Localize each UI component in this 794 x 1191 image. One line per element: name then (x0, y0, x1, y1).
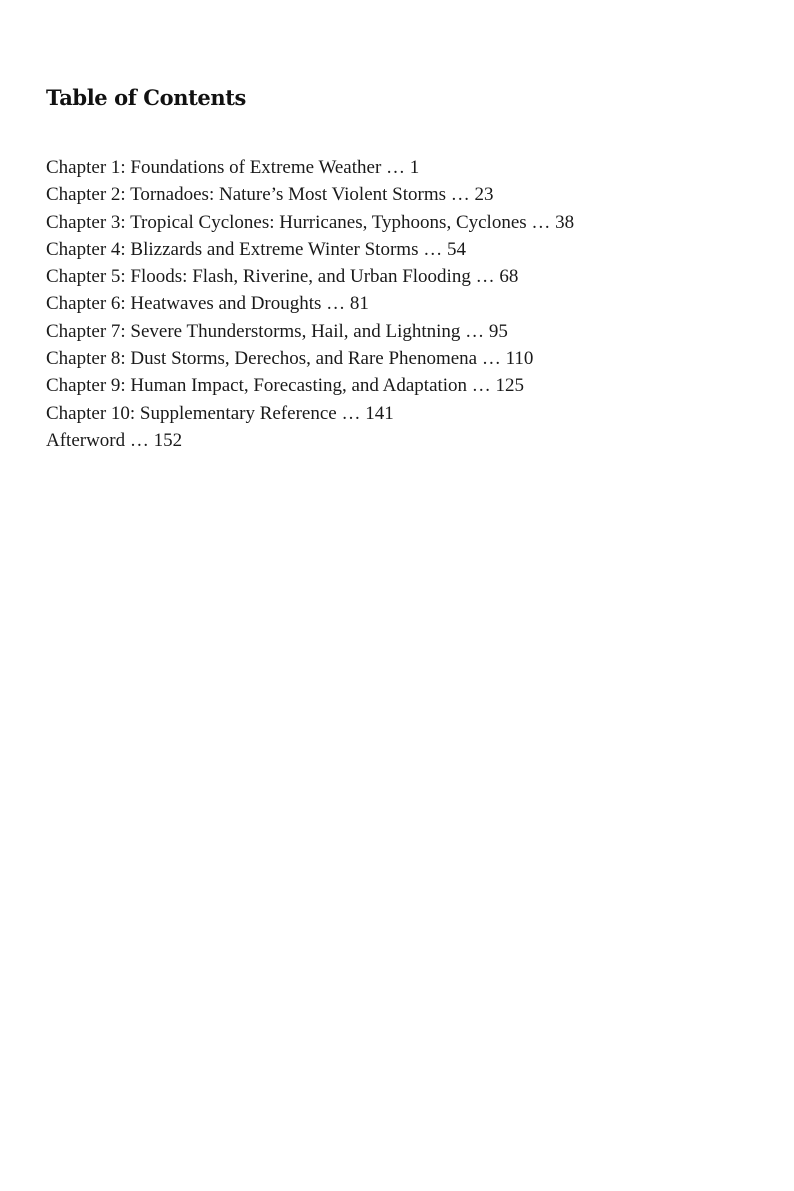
toc-entry-chapter-1: Chapter 1: Foundations of Extreme Weather … 1 (46, 157, 420, 178)
toc-entry-chapter-8: Chapter 8: Dust Storms, Derechos, and Rare Phenomena … 110 (46, 348, 534, 370)
toc-entry-chapter-5: Chapter 5: Floods: Flash, Riverine, and Urban Flooding … 68 (46, 266, 519, 288)
toc-list (46, 154, 574, 454)
toc-entry-chapter-3: Chapter 3: Tropical Cyclones: Hurricanes, Typhoons, Cyclones … 38 (46, 211, 575, 233)
toc-entry-chapter-4: Chapter 4: Blizzards and Extreme Winter Storms … 54 (46, 238, 466, 260)
toc-entry-chapter-6: Chapter 6: Heatwaves and Droughts … 81 (46, 293, 369, 315)
toc-entry-afterword: Afterword … 152 (46, 429, 183, 451)
toc-entry-chapter-10: Chapter 10: Supplementary Reference … 141 (46, 402, 394, 424)
toc-title: Table of Contents (46, 85, 246, 110)
toc-entry-chapter-9: Chapter 9: Human Impact, Forecasting, and Adaptation … 125 (46, 375, 525, 397)
toc-entry-chapter-7: Chapter 7: Severe Thunderstorms, Hail, and Lightning … 95 (46, 320, 508, 342)
toc-entry-chapter-2: Chapter 2: Tornadoes: Nature’s Most Violent Storms … 23 (46, 184, 494, 206)
